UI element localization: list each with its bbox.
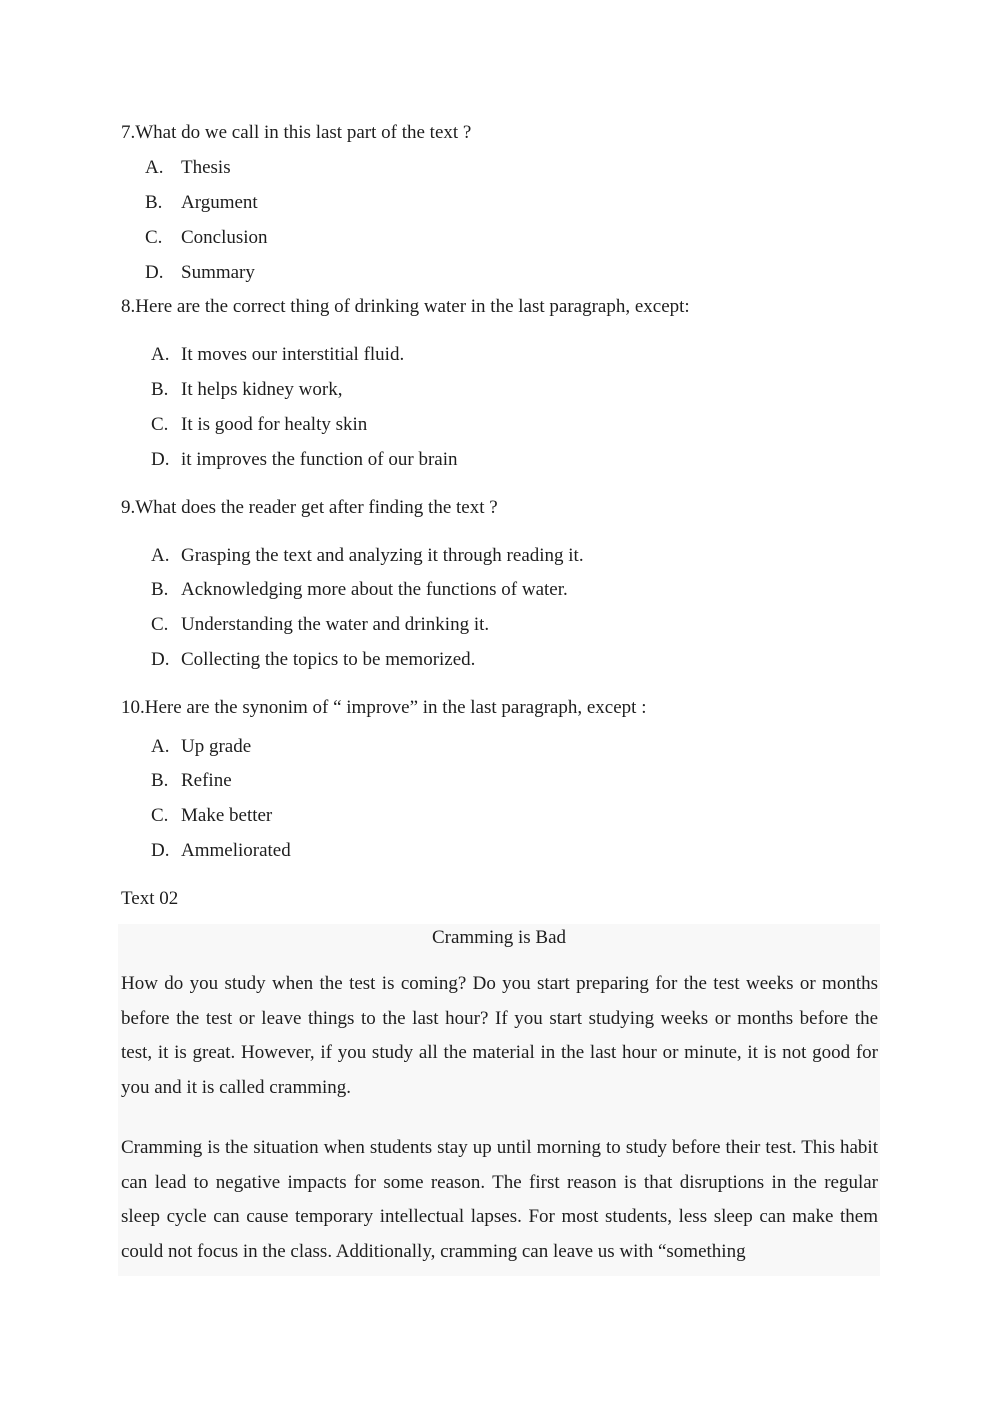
option-text: Conclusion: [181, 227, 268, 248]
text-label: Text 02: [121, 888, 179, 909]
question-7: 7.What do we call in this last part of the text ?: [121, 122, 472, 143]
option-text: Understanding the water and drinking it.: [181, 614, 490, 635]
option-text: It helps kidney work,: [181, 379, 343, 400]
option-text: Grasping the text and analyzing it through reading it.: [181, 545, 584, 566]
option-letter: C.: [145, 227, 163, 248]
passage-paragraph: Cramming is the situation when students stay up until morning to study before their test. This habit can lead to negative impacts for some reason. The first reason is that disruptions in the regular sleep cycle can cause temporary intellectual lapses. For most students, less sleep can make them could not focus in the class. Additionally, cramming can leave us with “something: [121, 1137, 878, 1262]
option-text: Argument: [181, 192, 258, 213]
passage-title: Cramming is Bad: [431, 927, 567, 948]
reading-passage: [118, 924, 880, 1276]
option-letter: B.: [145, 192, 163, 213]
option-letter: D.: [151, 840, 170, 861]
option-text: It is good for healty skin: [181, 414, 368, 435]
option-text: Acknowledging more about the functions of water.: [181, 579, 568, 600]
option-text: Make better: [181, 805, 273, 826]
option-letter: D.: [151, 649, 170, 670]
option-text: it improves the function of our brain: [181, 449, 458, 470]
option-text: Summary: [181, 262, 255, 283]
option-text: Collecting the topics to be memorized.: [181, 649, 476, 670]
question-8: 8.Here are the correct thing of drinking water in the last paragraph, except:: [121, 296, 690, 317]
option-text: It moves our interstitial fluid.: [181, 344, 405, 365]
option-letter: A.: [151, 545, 170, 566]
option-letter: D.: [151, 449, 170, 470]
option-letter: A.: [151, 344, 170, 365]
option-letter: C.: [151, 805, 169, 826]
option-text: Refine: [181, 770, 232, 791]
option-letter: C.: [151, 614, 169, 635]
option-text: Up grade: [181, 736, 252, 757]
option-text: Thesis: [181, 157, 231, 178]
option-letter: A.: [151, 736, 170, 757]
question-9: 9.What does the reader get after finding the text ?: [121, 497, 498, 518]
option-letter: C.: [151, 414, 169, 435]
option-text: Ammeliorated: [181, 840, 291, 861]
question-10: 10.Here are the synonim of “ improve” in the last paragraph, except :: [121, 697, 647, 718]
option-letter: B.: [151, 379, 169, 400]
option-letter: D.: [145, 262, 164, 283]
passage-paragraph: How do you study when the test is coming? Do you start preparing for the test weeks or months before the test or leave things to the last hour? If you start studying weeks or months before the test, it is great. However, if you study all the material in the last hour or minute, it is not good for you and it is called cramming.: [121, 973, 878, 1098]
option-letter: B.: [151, 579, 169, 600]
option-letter: B.: [151, 770, 169, 791]
option-letter: A.: [145, 157, 164, 178]
